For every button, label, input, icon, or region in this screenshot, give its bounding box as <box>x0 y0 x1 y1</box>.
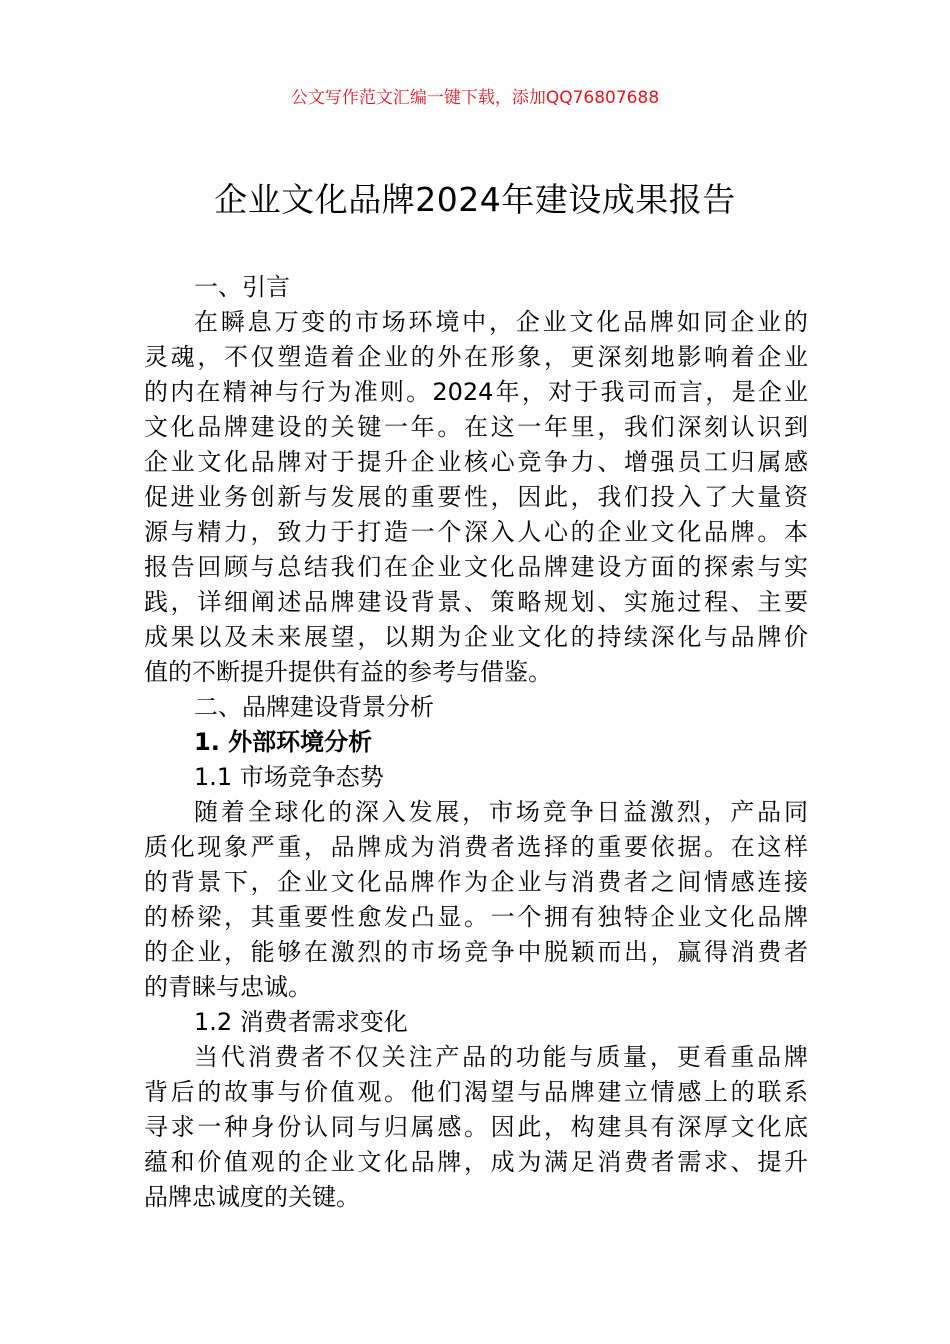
paragraph-line: 的桥梁，其重要性愈发凸显。一个拥有独特企业文化品牌 <box>144 903 808 931</box>
paragraph-line: 的背景下，企业文化品牌作为企业与消费者之间情感连接 <box>144 868 808 896</box>
paragraph-line: 源与精力，致力于打造一个深入人心的企业文化品牌。本 <box>144 518 808 546</box>
document-body <box>144 270 808 1215</box>
paragraph-line: 当代消费者不仅关注产品的功能与质量，更看重品牌 <box>194 1043 808 1071</box>
paragraph-line: 背后的故事与价值观。他们渴望与品牌建立情感上的联系 <box>144 1078 808 1106</box>
paragraph-line: 的内在精神与行为准则。2024年，对于我司而言，是企业 <box>144 378 808 406</box>
section-heading-background: 二、品牌建设背景分析 <box>194 693 434 721</box>
subsection-heading-external: 1. 外部环境分析 <box>194 728 373 756</box>
paragraph-line: 成果以及未来展望，以期为企业文化的持续深化与品牌价 <box>144 623 808 651</box>
document-title: 企业文化品牌2024年建设成果报告 <box>214 180 736 219</box>
paragraph-line: 的青睐与忠诚。 <box>144 973 312 1001</box>
paragraph-line: 蕴和价值观的企业文化品牌，成为满足消费者需求、提升 <box>144 1148 808 1176</box>
paragraph-line: 践，详细阐述品牌建设背景、策略规划、实施过程、主要 <box>144 588 808 616</box>
paragraph-line: 报告回顾与总结我们在企业文化品牌建设方面的探索与实 <box>144 553 808 581</box>
paragraph-line: 质化现象严重，品牌成为消费者选择的重要依据。在这样 <box>144 833 808 861</box>
paragraph-line: 品牌忠诚度的关键。 <box>144 1183 360 1211</box>
paragraph-line: 企业文化品牌对于提升企业核心竞争力、增强员工归属感 <box>144 448 808 476</box>
download-notice: 公文写作范文汇编一键下载，添加QQ76807688 <box>290 88 660 108</box>
paragraph-line: 文化品牌建设的关键一年。在这一年里，我们深刻认识到 <box>144 413 808 441</box>
paragraph-line: 随着全球化的深入发展，市场竞争日益激烈，产品同 <box>194 798 808 826</box>
paragraph-line: 值的不断提升提供有益的参考与借鉴。 <box>144 658 552 686</box>
section-heading-introduction: 一、引言 <box>194 273 290 301</box>
subsubsection-heading-market: 1.1 市场竞争态势 <box>194 763 384 791</box>
subsubsection-heading-consumer: 1.2 消费者需求变化 <box>194 1008 408 1036</box>
paragraph-line: 的企业，能够在激烈的市场竞争中脱颖而出，赢得消费者 <box>144 938 808 966</box>
paragraph-line: 促进业务创新与发展的重要性，因此，我们投入了大量资 <box>144 483 808 511</box>
paragraph-line: 寻求一种身份认同与归属感。因此，构建具有深厚文化底 <box>144 1113 808 1141</box>
paragraph-line: 灵魂，不仅塑造着企业的外在形象，更深刻地影响着企业 <box>144 343 808 371</box>
paragraph-line: 在瞬息万变的市场环境中，企业文化品牌如同企业的 <box>194 308 808 336</box>
